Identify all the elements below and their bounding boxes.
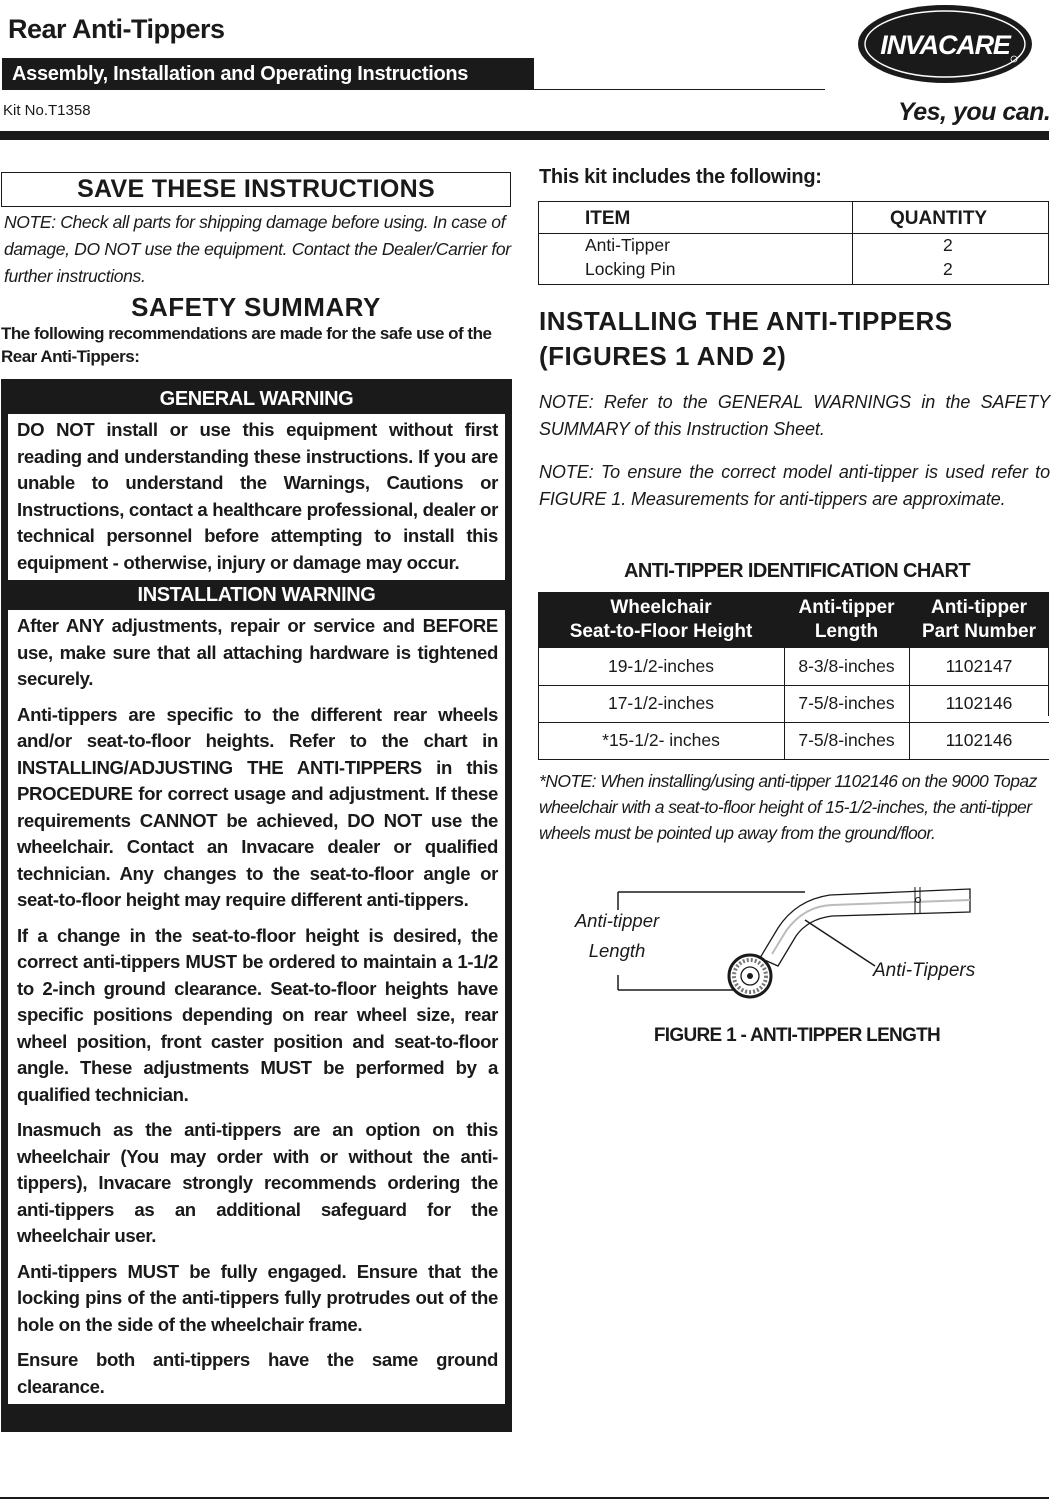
parts-qty-cell: 2 xyxy=(943,235,953,255)
identification-chart-title: ANTI-TIPPER IDENTIFICATION CHART xyxy=(624,560,970,582)
chart-header-line: Part Number xyxy=(921,621,1037,642)
safety-intro: The following recommendations are made for the safe use of the Rear Anti-Tippers: xyxy=(1,324,492,366)
safety-summary-heading: SAFETY SUMMARY xyxy=(131,292,381,322)
topaz-footnote: *NOTE: When installing/using anti-tipper 1102146 on the 9000 Topaz wheelchair with a seat-to-floor height of 15-1/2-inches, the anti-tipper wheels must be pointed up away from the ground/floor. xyxy=(539,771,1037,843)
table-row xyxy=(538,648,1049,686)
general-warning-text: DO NOT install or use this equipment without first reading and understanding these instructions. If you are unable to understand the Warnings, Cautions or Instructions, contact a healthcare professional, dealer or technical personnel before attempting to install this equipment - otherwise, injury or damage may occur. xyxy=(17,419,498,573)
parts-table-header-rule xyxy=(539,233,1048,234)
kit-number: Kit No.T1358 xyxy=(3,102,91,119)
chart-header-line: Seat-to-Floor Height xyxy=(569,621,753,642)
kit-contents-heading: This kit includes the following: xyxy=(539,166,822,188)
general-warnings-note: NOTE: Refer to the GENERAL WARNINGS in the SAFETY SUMMARY of this Instruction Sheet. xyxy=(539,392,1050,439)
general-warning-title: GENERAL WARNING xyxy=(159,388,354,410)
invacare-logo xyxy=(856,3,1034,85)
subtitle-bar: Assembly, Installation and Operating Instructions xyxy=(2,58,534,90)
warning-paragraph: Inasmuch as the anti-tippers are an option on this wheelchair (You may order with or without the anti-tippers), Invacare strongly recommends ordering the anti-tippers as an additional safeguard for the wheelchair user. xyxy=(17,1119,498,1246)
parts-header-item: ITEM xyxy=(585,208,631,229)
figure-caption: FIGURE 1 - ANTI-TIPPER LENGTH xyxy=(653,1025,941,1046)
chart-header-length xyxy=(784,596,909,644)
installing-heading: INSTALLING THE ANTI-TIPPERS (FIGURES 1 AND 2) xyxy=(539,306,953,371)
damage-note: NOTE: Check all parts for shipping damage before using. In case of damage, DO NOT use the equipment. Contact the Dealer/Carrier for further instructions. xyxy=(4,212,511,286)
warning-paragraph: Anti-tippers are specific to the different rear wheels and/or seat-to-floor heights. Refer to the chart in INSTALLING/ADJUSTING THE ANTI-TIPPERS in this PROCEDURE for correct usage and adjustment. If these requirements CANNOT be achieved, DO NOT use the wheelchair. Contact an Invacare dealer or qualified technician. Any changes to the seat-to-floor angle or seat-to-floor height may require different anti-tippers. xyxy=(17,703,498,910)
chart-header-line: Length xyxy=(814,621,879,642)
logo-wordmark: INVACARE xyxy=(880,30,1010,60)
height-cell: 17-1/2-inches xyxy=(607,693,715,713)
parts-table xyxy=(538,201,1049,285)
length-cell: 8-3/8-inches xyxy=(798,656,895,676)
chart-header-line: Anti-tipper xyxy=(930,597,1028,618)
chart-header-part xyxy=(909,596,1049,644)
general-warning-box xyxy=(8,414,505,580)
length-label-line: Anti-tipper xyxy=(574,910,660,931)
installation-warning-box xyxy=(8,610,505,1404)
part-cell: 1102146 xyxy=(945,730,1013,750)
chart-header-height xyxy=(538,596,784,644)
warning-paragraph: Ensure both anti-tippers have the same ground clearance. xyxy=(17,1349,498,1397)
warning-paragraph: Anti-tippers MUST be fully engaged. Ensure that the locking pins of the anti-tippers fully protrudes out of the hole on the side of the wheelchair frame. xyxy=(17,1260,498,1335)
table-border xyxy=(909,648,910,760)
chart-header-line: Anti-tipper xyxy=(798,597,895,618)
part-cell: 1102147 xyxy=(945,656,1013,676)
installation-warning-title: INSTALLATION WARNING xyxy=(137,584,376,606)
length-cell: 7-5/8-inches xyxy=(798,730,895,750)
warning-paragraph: After ANY adjustments, repair or service and BEFORE use, make sure that all attaching hardware is tightened securely. xyxy=(17,615,498,689)
height-cell: 19-1/2-inches xyxy=(607,656,715,676)
table-border xyxy=(538,648,539,760)
parts-item-cell: Anti-Tipper xyxy=(585,235,670,255)
anti-tippers-label: Anti-Tippers xyxy=(873,960,976,981)
length-cell: 7-5/8-inches xyxy=(798,693,895,713)
warnings-panel xyxy=(1,379,512,1432)
length-label xyxy=(567,906,667,966)
table-row xyxy=(538,722,1049,760)
part-cell: 1102146 xyxy=(945,693,1013,713)
save-instructions-box: SAVE THESE INSTRUCTIONS xyxy=(1,172,511,207)
parts-item-cell: Locking Pin xyxy=(585,259,676,279)
parts-qty-cell: 2 xyxy=(943,259,953,279)
subtitle-rule xyxy=(534,89,825,90)
parts-header-quantity: QUANTITY xyxy=(890,208,988,229)
footer-rule xyxy=(0,1497,1049,1499)
table-border xyxy=(784,648,785,760)
chart-header-line: Wheelchair xyxy=(610,597,712,618)
height-cell: *15-1/2- inches xyxy=(602,730,720,750)
warning-paragraph: If a change in the seat-to-floor height is desired, the correct anti-tippers MUST be ordered to maintain a 1-1/2 to 2-inch ground clearance. Seat-to-floor heights have specific positions depending on rear wheel size, rear wheel position, front caster position and seat-to-floor angle. These adjustments MUST be performed by a qualified technician. xyxy=(17,924,498,1105)
chart-header-row xyxy=(538,592,1049,648)
model-note: NOTE: To ensure the correct model anti-tipper is used refer to FIGURE 1. Measurements for anti-tippers are approximate. xyxy=(539,462,1050,509)
tagline: Yes, you can. xyxy=(898,98,1051,126)
header-rule xyxy=(0,131,1049,140)
table-row xyxy=(538,685,1049,723)
length-label-line: Length xyxy=(588,940,646,961)
table-border xyxy=(1048,648,1049,716)
document-title: Rear Anti-Tippers xyxy=(8,14,225,44)
